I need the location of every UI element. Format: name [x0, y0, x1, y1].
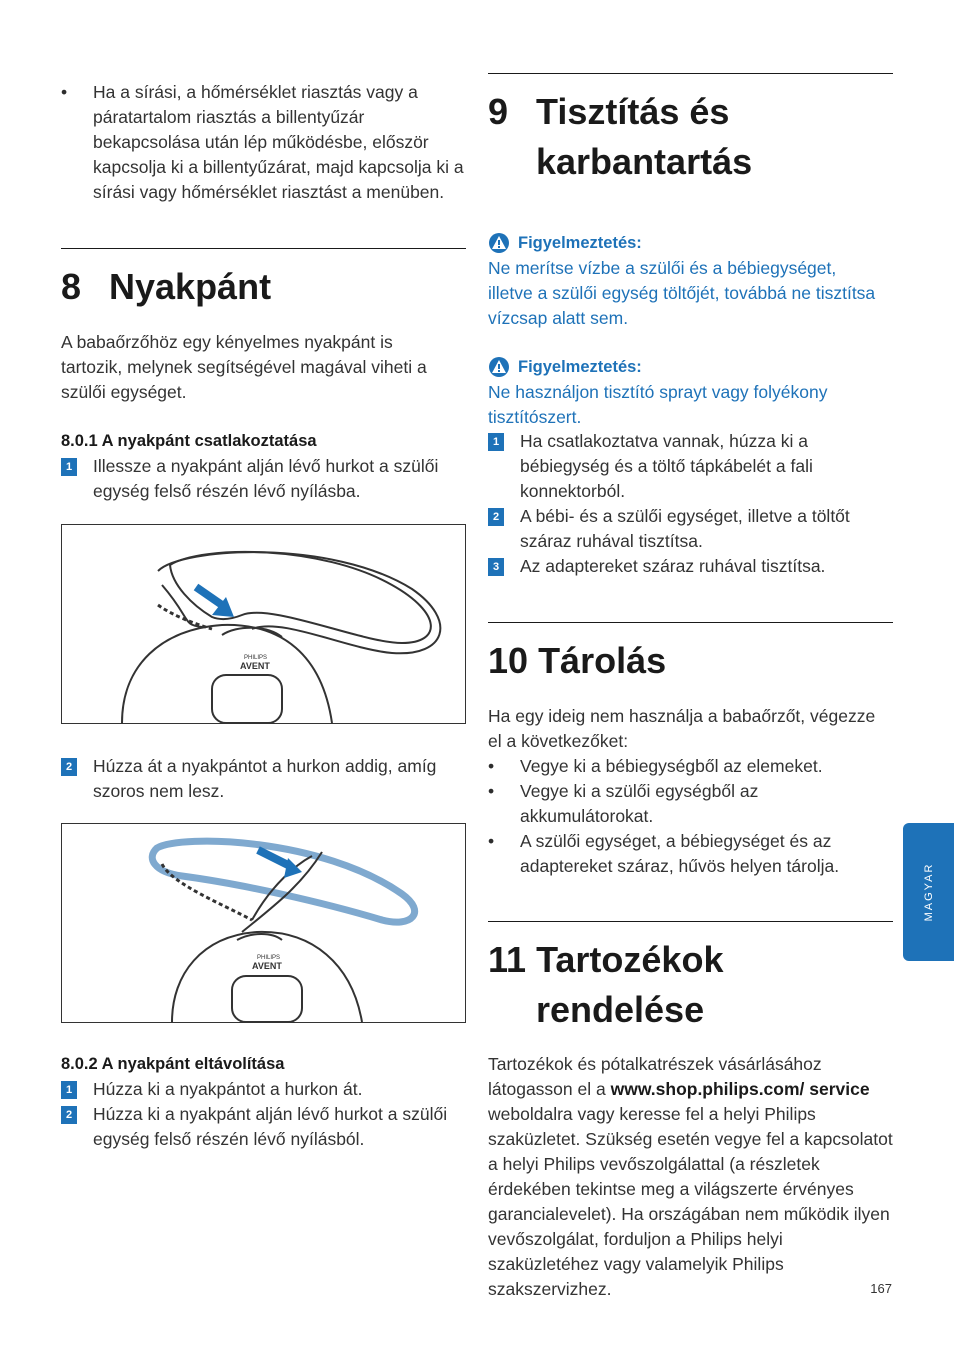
- section-title: Nyakpánt: [109, 266, 272, 307]
- shop-link[interactable]: www.shop.philips.com/ service: [610, 1079, 870, 1099]
- paragraph-text: weboldalra vagy keresse fel a helyi Philips szaküzletet. Szükség esetén vegye fel a kapcsolatot a helyi Philips vevőszolgálattal (a részletek érdekében tekintse meg a világszerte érvényes garancialevelet). Ha országában nem működik ilyen vevőszolgálat, forduljon a Philips helyi szaküzletéhez vagy valamelyik Philips szakszervizhez.: [488, 1104, 893, 1299]
- list-item: [488, 754, 893, 779]
- step-number-badge: 2: [488, 508, 504, 526]
- figure-brand-top: PHILIPS: [244, 655, 268, 661]
- warning-icon: [488, 356, 510, 378]
- section-11-paragraph: [488, 1052, 893, 1302]
- step-number-badge: 2: [61, 758, 77, 776]
- subsection-heading: 8.0.2 A nyakpánt eltávolítása: [61, 1055, 285, 1073]
- section-number: 10: [488, 640, 529, 681]
- section-number: 9: [488, 91, 509, 132]
- strap-illustration: [62, 824, 465, 1022]
- step-item: [488, 554, 893, 579]
- section-title-line: Tartozékok: [536, 939, 724, 980]
- step-number-badge: 1: [61, 458, 77, 476]
- step-item: [61, 1077, 466, 1102]
- warning-label-text: Figyelmeztetés:: [518, 233, 642, 252]
- bullet-dot: •: [488, 756, 495, 776]
- section-divider: [488, 622, 893, 623]
- section-9-heading-line2: [536, 137, 752, 187]
- figure-tighten-strap: [61, 823, 466, 1023]
- step-text: Húzza ki a nyakpánt alján lévő hurkot a szülői egység felső részén lévő nyílásból.: [93, 1104, 448, 1149]
- step-item: [488, 429, 893, 504]
- section-11-heading: [488, 935, 723, 985]
- warning-icon: [488, 232, 510, 254]
- step-number-badge: 1: [488, 433, 504, 451]
- section-title: Tárolás: [538, 640, 667, 681]
- section-10-intro: Ha egy ideig nem használja a babaőrzőt, végezze el a következőket:: [488, 706, 876, 751]
- list-item-text: Vegye ki a szülői egységből az akkumulátorokat.: [520, 781, 759, 826]
- step-text: A bébi- és a szülői egységet, illetve a töltőt száraz ruhával tisztítsa.: [520, 506, 850, 551]
- section-divider: [488, 921, 893, 922]
- list-item: [488, 779, 893, 829]
- figure-brand-bottom: AVENT: [252, 961, 282, 971]
- section-8-heading: [61, 262, 271, 312]
- step-number-badge: 1: [61, 1081, 77, 1099]
- figure-brand-bottom: AVENT: [240, 661, 270, 671]
- section-title-line: Tisztítás és: [536, 91, 730, 132]
- strap-illustration: [62, 525, 465, 723]
- step-item: [61, 754, 466, 804]
- list-item-text: A szülői egységet, a bébiegységet és az adaptereket száraz, hűvös helyen tárolja.: [520, 831, 840, 876]
- warning-label: [488, 356, 642, 378]
- section-9-heading: [488, 87, 729, 137]
- step-text: Az adaptereket száraz ruhával tisztítsa.: [520, 556, 826, 576]
- section-8-intro: A babaőrzőhöz egy kényelmes nyakpánt is tartozik, melynek segítségével magával viheti a szülői egységet.: [61, 332, 427, 402]
- step-number-badge: 3: [488, 558, 504, 576]
- section-number: 8: [61, 266, 82, 307]
- step-text: Húzza ki a nyakpántot a hurkon át.: [93, 1079, 363, 1099]
- section-11-heading-line2: [536, 985, 704, 1035]
- warning-label-text: Figyelmeztetés:: [518, 357, 642, 376]
- step-item: [61, 1102, 466, 1152]
- section-divider: [61, 248, 466, 249]
- list-item: [488, 829, 893, 879]
- page-number: 167: [870, 1281, 892, 1296]
- language-tab-label: MAGYAR: [922, 862, 935, 922]
- section-title-line: rendelése: [536, 989, 705, 1030]
- warning-text: Ne merítse vízbe a szülői és a bébiegységet, illetve a szülői egység töltőjét, továbbá ne tisztítsa vízcsap alatt sem.: [488, 258, 876, 328]
- step-number-badge: 2: [61, 1106, 77, 1124]
- step-item: [488, 504, 893, 554]
- section-number: 11: [488, 939, 527, 980]
- step-text: Húzza át a nyakpántot a hurkon addig, amíg szoros nem lesz.: [93, 756, 437, 801]
- step-text: Illessze a nyakpánt alján lévő hurkot a szülői egység felső részén lévő nyílásba.: [93, 456, 439, 501]
- warning-label: [488, 232, 642, 254]
- step-text: Ha csatlakoztatva vannak, húzza ki a bébiegység és a töltő tápkábelét a fali konnektorból.: [520, 431, 813, 501]
- warning-text: Ne használjon tisztító sprayt vagy folyékony tisztítószert.: [488, 382, 828, 427]
- bullet-dot: •: [488, 781, 495, 801]
- intro-bullet: [61, 80, 466, 205]
- subsection-heading: 8.0.1 A nyakpánt csatlakoztatása: [61, 432, 317, 450]
- paragraph-text: Tartozékok és pótalkatrészek vásárlásához látogasson el a: [488, 1054, 822, 1099]
- list-item-text: Vegye ki a bébiegységből az elemeket.: [520, 756, 823, 776]
- figure-brand-top: PHILIPS: [257, 955, 281, 961]
- figure-attach-strap: [61, 524, 466, 724]
- bullet-dot: •: [61, 82, 68, 102]
- language-tab: [903, 823, 954, 961]
- bullet-dot: •: [488, 831, 495, 851]
- section-10-heading: [488, 636, 666, 686]
- intro-bullet-text: Ha a sírási, a hőmérséklet riasztás vagy a páratartalom riasztás a billentyűzár bekapcsolása után lép működésbe, először kapcsolja ki a billentyűzárat, majd kapcsolja ki a sírási vagy hőmérséklet riasztást a menüben.: [93, 82, 464, 202]
- section-title-line: karbantartás: [536, 141, 753, 182]
- step-item: [61, 454, 466, 504]
- section-divider: [488, 73, 893, 74]
